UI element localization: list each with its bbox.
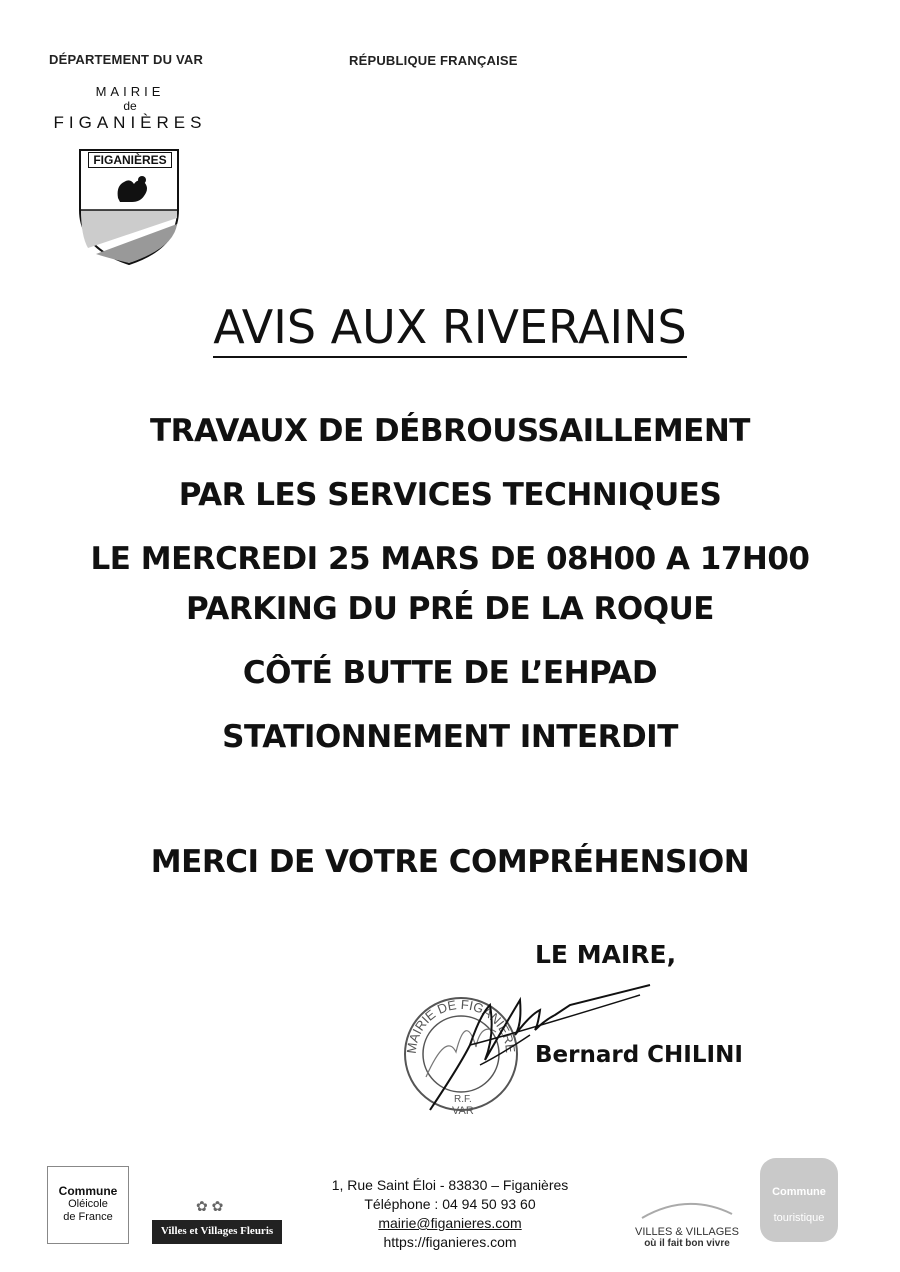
department-label: DÉPARTEMENT DU VAR bbox=[49, 52, 204, 67]
footer-phone: Téléphone : 04 94 50 93 60 bbox=[364, 1196, 536, 1212]
notice-line-4: PARKING DU PRÉ DE LA ROQUE bbox=[186, 591, 714, 627]
footer-website[interactable]: https://figanieres.com bbox=[383, 1234, 517, 1250]
notice-title-text: AVIS AUX RIVERAINS bbox=[213, 300, 686, 358]
oleicole-line-1: Commune bbox=[58, 1184, 118, 1198]
stamp-arc-text: MAIRIE DE FIGANIÈRE bbox=[403, 996, 519, 1055]
touristique-line-1: Commune bbox=[772, 1186, 826, 1198]
footer-email-link[interactable]: mairie@figanieres.com bbox=[378, 1215, 522, 1231]
notice-line-3: LE MERCREDI 25 MARS DE 08H00 A 17H00 bbox=[90, 541, 810, 577]
oleicole-line-3: de France bbox=[63, 1211, 113, 1223]
villes-vivre-line-2: où il fait bon vivre bbox=[644, 1238, 730, 1249]
notice-line-6: STATIONNEMENT INTERDIT bbox=[222, 719, 678, 755]
stamp-rf: R.F. bbox=[454, 1094, 472, 1105]
stamp-var: VAR bbox=[452, 1105, 474, 1117]
villes-vivre-logo bbox=[632, 1196, 742, 1249]
oleicole-line-2: Oléicole bbox=[68, 1198, 108, 1210]
town-name: FIGANIÈRES bbox=[53, 113, 207, 132]
villes-fleuris-logo: Villes et Villages Fleuris bbox=[152, 1220, 282, 1244]
commune-touristique-logo bbox=[760, 1158, 838, 1242]
republic-label: RÉPUBLIQUE FRANÇAISE bbox=[349, 53, 518, 68]
town-crest bbox=[78, 148, 180, 266]
mayor-role: LE MAIRE, bbox=[535, 940, 677, 969]
flower-icon: ✿ ✿ bbox=[196, 1198, 224, 1214]
mairie-block bbox=[40, 84, 220, 133]
mayor-name: Bernard CHILINI bbox=[535, 1042, 743, 1068]
notice-title bbox=[0, 300, 900, 354]
commune-oleicole-logo bbox=[47, 1166, 129, 1244]
touristique-line-2: touristique bbox=[773, 1212, 825, 1224]
de-label: de bbox=[123, 99, 137, 113]
villes-vivre-line-1: VILLES & VILLAGES bbox=[635, 1226, 739, 1238]
notice-line-1: TRAVAUX DE DÉBROUSSAILLEMENT bbox=[150, 413, 750, 449]
footer-contact bbox=[280, 1176, 620, 1252]
crest-label: FIGANIÈRES bbox=[88, 152, 172, 168]
mairie-label: MAIRIE bbox=[95, 84, 165, 99]
notice-line-2: PAR LES SERVICES TECHNIQUES bbox=[178, 477, 722, 513]
notice-line-5: CÔTÉ BUTTE DE L’EHPAD bbox=[242, 655, 658, 691]
footer-address: 1, Rue Saint Éloi - 83830 – Figanières bbox=[331, 1177, 569, 1193]
thanks-line: MERCI DE VOTRE COMPRÉHENSION bbox=[150, 844, 750, 880]
